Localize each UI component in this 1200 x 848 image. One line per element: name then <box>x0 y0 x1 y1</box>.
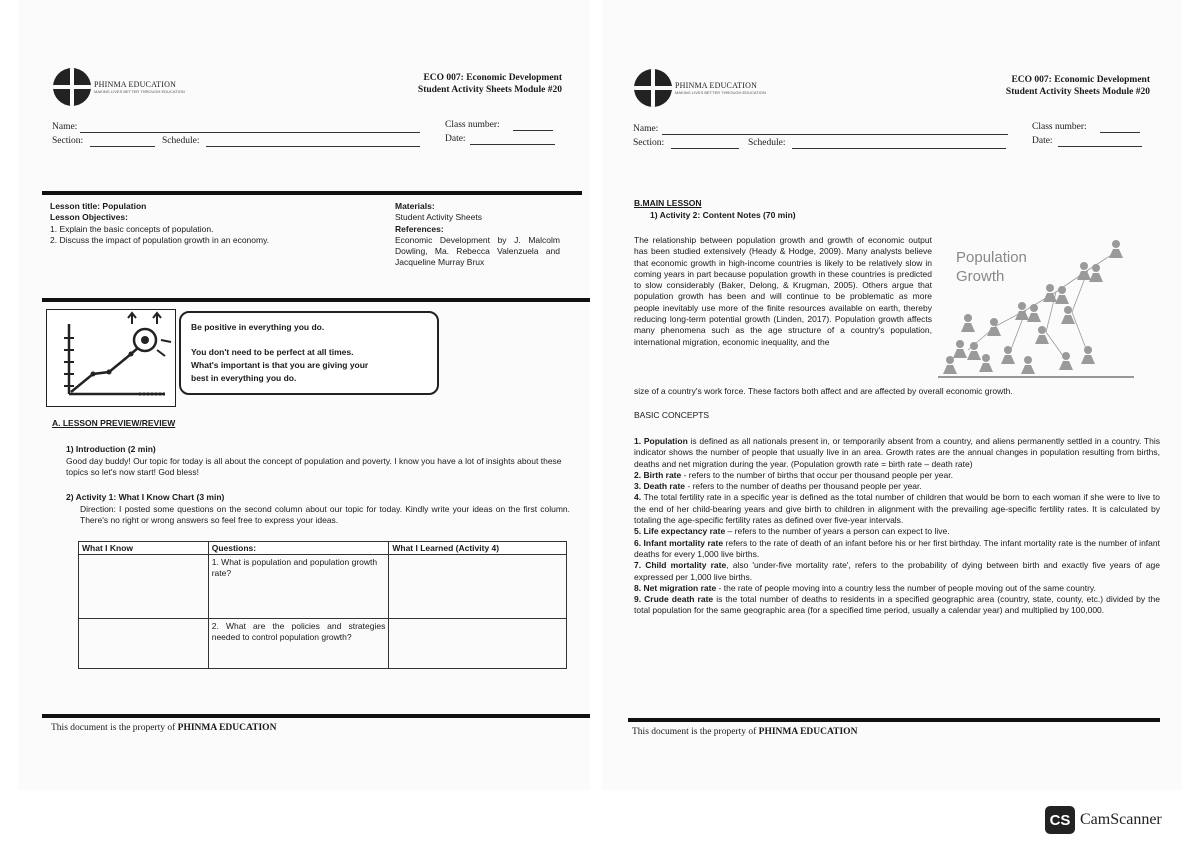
table-row <box>79 555 567 619</box>
divider-footer <box>42 714 590 718</box>
table-header: Questions: <box>208 542 389 555</box>
phinma-logo <box>53 68 185 106</box>
concept-text: , also 'under-five mortality rate', refers to the probability of dying between birth and exactly five years of age expressed per 1,000 live births. <box>634 560 1160 582</box>
intro-paragraph: The relationship between population growth and growth of economic output has been studied extensively (Heady & Hodge, 2009). Many analysts believe that economic growth in high-income countries is likely to be relatively slow in coming years in part because population growth in these countries is predicted to slow considerably (Baker, Delong, & Krugman, 2005). Others argue that population growth has been and will continue to be problematic as more people inevitably use more of the finite resources available on earth, thereby reducing long-term potential growth (Linden, 2017). Population growth affects many phenomena such as the age structure of a country's population, international migration, economic inequality, and the <box>634 235 932 347</box>
left-page <box>18 0 590 790</box>
concept-term: 9. Crude death rate <box>634 594 714 605</box>
table-header: What I Know <box>79 542 209 555</box>
logo-tagline: MAKING LIVES BETTER THROUGH EDUCATION <box>675 90 766 95</box>
materials-text: Student Activity Sheets <box>395 212 482 223</box>
logo-name: PHINMA EDUCATION <box>675 81 758 90</box>
footer <box>51 723 276 733</box>
objective-2: 2. Discuss the impact of population growth in an economy. <box>50 234 270 245</box>
concept-text: - refers to the number of births that occur per thousand people per year. <box>681 469 953 480</box>
concept-item <box>634 436 1160 470</box>
references-label: References: <box>395 223 444 234</box>
growth-chart-svg <box>47 310 175 406</box>
motivation-line-2: You don't need to be perfect at all times. <box>191 347 354 357</box>
date-label: Date: <box>1032 136 1053 146</box>
lesson-info <box>50 201 380 246</box>
image-title-line-2: Growth <box>956 268 1005 285</box>
references-text: Economic Development by J. Malcolm Dowling, Ma. Rebecca Valenzuela and Jacqueline Murray Brux <box>395 234 560 268</box>
section-b-heading: B.MAIN LESSON <box>634 198 702 208</box>
table-header: What I Learned (Activity 4) <box>389 542 567 555</box>
objectives-label: Lesson Objectives: <box>50 212 128 223</box>
section-a-heading: A. LESSON PREVIEW/REVIEW <box>52 418 176 428</box>
concept-term: 7. Child mortality rate <box>634 560 727 571</box>
image-title-line-1: Population <box>956 249 1027 266</box>
divider-footer <box>628 718 1160 722</box>
divider-top <box>42 191 582 195</box>
concept-item <box>634 526 1160 537</box>
schedule-label: Schedule: <box>162 136 200 146</box>
footer <box>632 727 857 737</box>
date-line[interactable] <box>1058 146 1142 147</box>
logo-name: PHINMA EDUCATION <box>94 80 177 89</box>
name-label: Name: <box>633 124 659 134</box>
concept-text: - refers to the number of deaths per thousand people per year. <box>685 481 922 492</box>
class-number-line[interactable] <box>1100 132 1140 133</box>
name-line[interactable] <box>80 132 420 133</box>
question-cell: 2. What are the policies and strategies needed to control population growth? <box>208 619 389 669</box>
concept-item <box>634 470 1160 481</box>
concept-term: 1. Population <box>634 436 688 446</box>
materials-info <box>395 201 560 269</box>
concept-text: is defined as all nationals present in, or temporarily absent from a country, and aliens permanently settled in a country. This indicator shows the number of people that usually live in an area. Growth rates are the annual changes in population resulting from births, deaths and net migration during the year. (Population growth rate = birth rate – death rate) <box>634 436 1160 469</box>
concept-text: The total fertility rate in a specific year is defined as the total number of children that would be born to each woman if she were to live to the end of her child-bearing years and give birth to children in alignment with the prevailing age-specific fertility rates. It is calculated by totaling the age-specific fertility rates as defined over five-year intervals. <box>634 492 1160 526</box>
concept-item <box>634 492 1160 526</box>
materials-label: Materials: <box>395 201 435 211</box>
concept-text: refers to the rate of death of an infant before his or her first birthday. The infant mortality rate is the number of infant deaths for every 1,000 live births. <box>634 537 1160 559</box>
motivation-line-3: What's important is that you are giving your <box>191 360 369 370</box>
what-i-learned-cell[interactable] <box>389 619 567 669</box>
footer-owner: PHINMA EDUCATION <box>758 727 858 737</box>
section-label: Section: <box>52 136 84 146</box>
concept-item <box>634 583 1160 594</box>
motivation-line-4: best in everything you do. <box>191 373 297 383</box>
date-line[interactable] <box>470 144 555 145</box>
what-i-learned-cell[interactable] <box>389 555 567 619</box>
table-header-row <box>79 542 567 555</box>
camscanner-watermark <box>1045 806 1162 834</box>
concept-term: 6. Infant mortality rate <box>634 537 724 548</box>
phinma-logo-icon <box>634 69 672 107</box>
header-right <box>282 72 562 96</box>
concept-term: 2. Birth rate <box>634 469 682 480</box>
what-i-know-table <box>78 541 567 669</box>
module-title: Student Activity Sheets Module #20 <box>1005 87 1150 97</box>
concept-text: is the total number of deaths to residents in a specified geographic area (country, state, county, etc.) divided by the total population for the same geographic area (for a specified time period, usually a calendar year) and multiplied by 100,000. <box>634 594 1161 616</box>
concept-term: 8. Net migration rate <box>634 582 717 593</box>
what-i-know-cell[interactable] <box>79 619 209 669</box>
question-cell: 1. What is population and population growth rate? <box>208 555 389 619</box>
population-growth-image <box>938 232 1134 378</box>
table-row <box>79 619 567 669</box>
right-page <box>602 0 1182 790</box>
concept-item <box>634 560 1160 583</box>
divider-lesson <box>42 298 590 302</box>
concept-term: 3. Death rate <box>634 481 686 492</box>
concept-term: 5. Life expectancy rate <box>634 526 726 537</box>
phinma-logo <box>634 69 766 107</box>
footer-prefix: This document is the property of <box>51 723 178 733</box>
footer-owner: PHINMA EDUCATION <box>177 723 277 733</box>
class-number-label: Class number: <box>445 120 500 130</box>
section-label: Section: <box>633 138 665 148</box>
concept-item <box>634 481 1160 492</box>
basic-concepts-heading: BASIC CONCEPTS <box>634 410 710 420</box>
intro-heading: 1) Introduction (2 min) <box>66 444 156 454</box>
schedule-label: Schedule: <box>748 138 786 148</box>
concept-item <box>634 538 1160 561</box>
intro-text: Good day buddy! Our topic for today is all about the concept of population and poverty. I know you have a lot of insights about these topics so let's now start! God bless! <box>66 456 562 478</box>
footer-prefix: This document is the property of <box>632 727 759 737</box>
intro-paragraph-tail: size of a country's work force. These factors both affect and are affected by overall economic growth. <box>634 386 1013 396</box>
class-number-line[interactable] <box>513 130 553 131</box>
schedule-line[interactable] <box>206 146 420 147</box>
course-title: ECO 007: Economic Development <box>1011 75 1150 85</box>
growth-chart-icon <box>46 309 176 407</box>
phinma-logo-icon <box>53 68 91 106</box>
objective-1: 1. Explain the basic concepts of population. <box>50 223 214 234</box>
concepts-list <box>634 436 1160 617</box>
motivation-line-1: Be positive in everything you do. <box>191 322 325 332</box>
motivation-box <box>179 311 439 395</box>
camscanner-text: CamScanner <box>1080 811 1162 828</box>
course-title: ECO 007: Economic Development <box>423 73 562 83</box>
name-label: Name: <box>52 122 78 132</box>
what-i-know-cell[interactable] <box>79 555 209 619</box>
header-right <box>870 74 1150 98</box>
logo-tagline: MAKING LIVES BETTER THROUGH EDUCATION <box>94 89 185 94</box>
activity1-heading: 2) Activity 1: What I Know Chart (3 min) <box>66 492 225 502</box>
name-line[interactable] <box>662 134 1008 135</box>
activity2-heading: 1) Activity 2: Content Notes (70 min) <box>650 210 796 220</box>
concept-item <box>634 594 1160 617</box>
module-title: Student Activity Sheets Module #20 <box>417 85 562 95</box>
schedule-line[interactable] <box>792 148 1006 149</box>
class-number-label: Class number: <box>1032 122 1087 132</box>
section-line[interactable] <box>671 148 739 149</box>
concept-term: 4. <box>634 492 642 503</box>
concept-text: - the rate of people moving into a country less the number of people moving out of the same country. <box>716 582 1096 593</box>
camscanner-logo-icon: CS <box>1045 806 1075 834</box>
concept-text: – refers to the number of years a person can expect to live. <box>725 526 950 537</box>
lesson-title: Lesson title: Population <box>50 201 147 211</box>
date-label: Date: <box>445 134 466 144</box>
activity1-direction: Direction: I posted some questions on the second column about our topic for today. Kindly write your ideas on the first column. There's no right or wrong answers so feel free to express your ideas. <box>80 504 570 526</box>
people-network-icon <box>938 232 1134 378</box>
section-line[interactable] <box>90 146 155 147</box>
